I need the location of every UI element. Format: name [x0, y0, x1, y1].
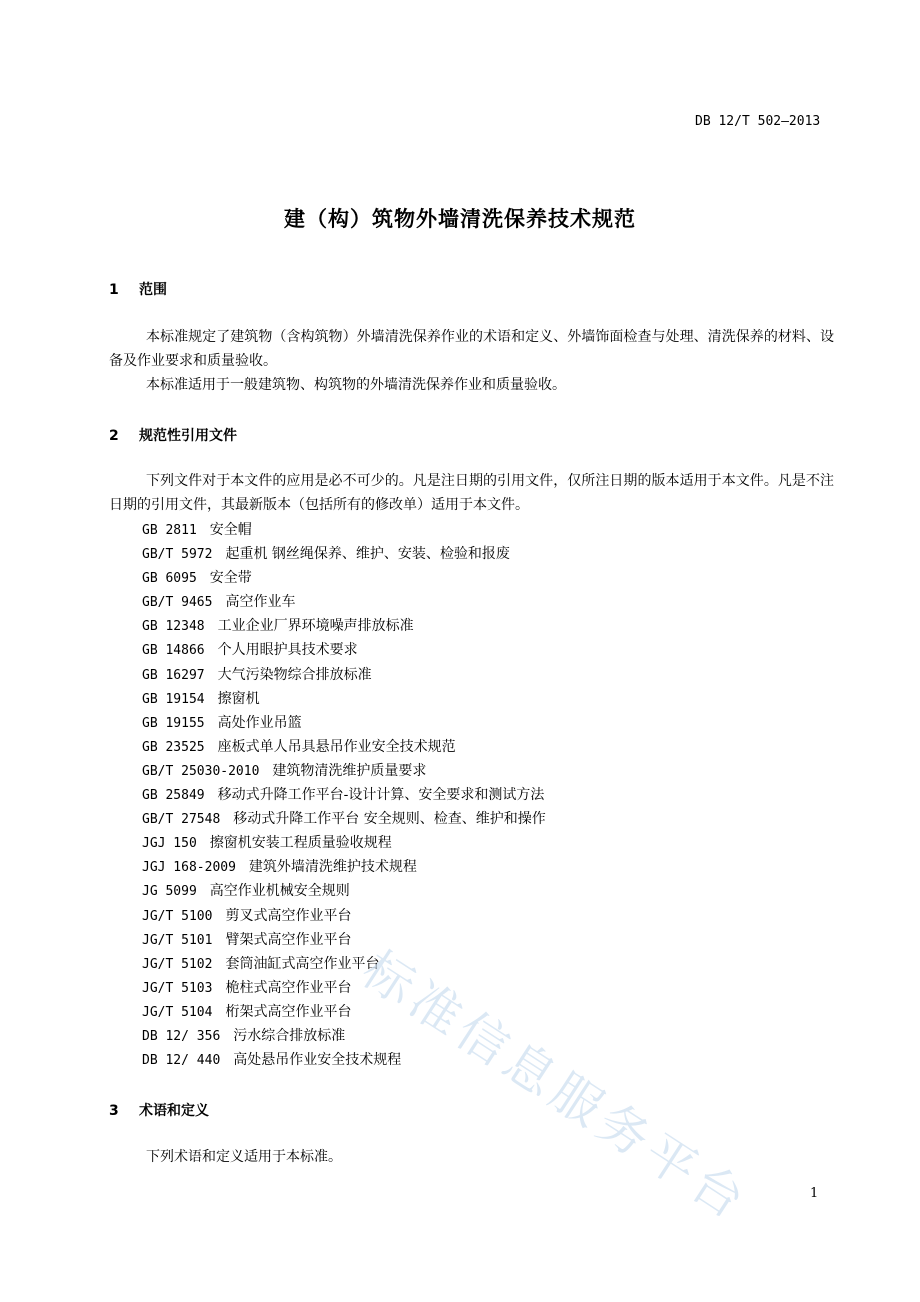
reference-title: 剪叉式高空作业平台 [225, 907, 352, 924]
reference-title: 高空作业机械安全规则 [209, 883, 350, 900]
reference-item [142, 952, 546, 976]
reference-code: JG/T 5101 [142, 932, 213, 948]
reference-code: GB 6095 [142, 571, 197, 587]
reference-code: GB/T 5972 [142, 547, 213, 563]
reference-title: 个人用眼护具技术要求 [217, 642, 358, 659]
section-1-paragraph-1: 本标准规定了建筑物（含构筑物）外墙清洗保养作业的术语和定义、外墙饰面检查与处理、清洗保养的材料、设备及作业要求和质量验收。 [109, 329, 834, 369]
reference-title: 工业企业厂界环境噪声排放标准 [217, 618, 414, 635]
reference-title: 移动式升降工作平台-设计计算、安全要求和测试方法 [217, 787, 545, 804]
reference-code: GB 23525 [142, 739, 205, 755]
reference-title: 高处悬吊作业安全技术规程 [233, 1052, 402, 1069]
reference-code: JG 5099 [142, 884, 197, 900]
reference-item [142, 1024, 546, 1048]
reference-item [142, 879, 546, 903]
reference-item [142, 518, 546, 542]
reference-item [142, 759, 546, 783]
reference-title: 臂架式高空作业平台 [225, 931, 352, 948]
reference-item [142, 928, 546, 952]
reference-item [142, 638, 546, 662]
reference-item [142, 663, 546, 687]
reference-item [142, 1000, 546, 1024]
reference-title: 座板式单人吊具悬吊作业安全技术规范 [217, 738, 456, 755]
reference-code: JG/T 5104 [142, 1004, 213, 1020]
document-title: 建（构）筑物外墙清洗保养技术规范 [284, 207, 636, 231]
reference-title: 套筒油缸式高空作业平台 [225, 955, 380, 972]
section-3-heading [109, 1100, 209, 1120]
reference-code: GB/T 27548 [142, 812, 221, 828]
reference-item [142, 614, 546, 638]
reference-item [142, 807, 546, 831]
reference-item [142, 904, 546, 928]
section-title: 范围 [139, 282, 167, 298]
section-title: 术语和定义 [139, 1103, 209, 1119]
reference-code: GB 25849 [142, 788, 205, 804]
reference-code: DB 12/ 356 [142, 1028, 221, 1044]
reference-title: 污水综合排放标准 [233, 1027, 346, 1044]
section-number: 1 [109, 282, 119, 298]
section-1-paragraph-2: 本标准适用于一般建筑物、构筑物的外墙清洗保养作业和质量验收。 [146, 377, 566, 393]
reference-code: GB/T 9465 [142, 595, 213, 611]
reference-item [142, 711, 546, 735]
reference-item [142, 783, 546, 807]
reference-item [142, 831, 546, 855]
section-number: 2 [109, 428, 119, 444]
reference-title: 桁架式高空作业平台 [225, 1003, 352, 1020]
reference-code: GB 14866 [142, 643, 205, 659]
reference-title: 擦窗机安装工程质量验收规程 [209, 835, 392, 852]
reference-title: 高空作业车 [225, 594, 296, 611]
section-3-paragraph-1: 下列术语和定义适用于本标准。 [146, 1149, 342, 1165]
normative-references-list [142, 518, 546, 1072]
reference-code: JG/T 5102 [142, 956, 213, 972]
watermark: 标准信息服务平台 [352, 940, 760, 1233]
reference-item [142, 735, 546, 759]
reference-code: JG/T 5103 [142, 980, 213, 996]
reference-code: GB 2811 [142, 523, 197, 538]
reference-item [142, 566, 546, 590]
reference-title: 擦窗机 [217, 690, 260, 707]
reference-title: 大气污染物综合排放标准 [217, 666, 372, 683]
section-2-heading [109, 425, 237, 445]
reference-title: 移动式升降工作平台 安全规则、检查、维护和操作 [233, 811, 546, 828]
reference-code: GB 16297 [142, 667, 205, 683]
reference-code: JG/T 5100 [142, 908, 213, 924]
reference-title: 起重机 钢丝绳保养、维护、安装、检验和报废 [225, 546, 510, 563]
reference-code: GB/T 25030-2010 [142, 763, 260, 779]
section-title: 规范性引用文件 [139, 428, 237, 444]
reference-code: DB 12/ 440 [142, 1053, 221, 1069]
reference-item [142, 687, 546, 711]
reference-title: 建筑物清洗维护质量要求 [272, 762, 427, 779]
reference-code: JGJ 150 [142, 836, 197, 852]
reference-title: 桅柱式高空作业平台 [225, 979, 352, 996]
page-number: 1 [810, 1186, 819, 1201]
reference-title: 安全带 [209, 570, 252, 587]
reference-title: 建筑外墙清洗维护技术规程 [248, 859, 417, 876]
section-1-heading [109, 279, 167, 299]
section-number: 3 [109, 1103, 119, 1119]
reference-title: 安全帽 [209, 522, 252, 538]
reference-item [142, 542, 546, 566]
reference-title: 高处作业吊篮 [217, 714, 302, 731]
reference-item [142, 855, 546, 879]
section-2-paragraph-1: 下列文件对于本文件的应用是必不可少的。凡是注日期的引用文件，仅所注日期的版本适用于本文件。凡是不注日期的引用文件，其最新版本（包括所有的修改单）适用于本文件。 [109, 473, 834, 513]
reference-item [142, 590, 546, 614]
reference-code: GB 12348 [142, 619, 205, 635]
reference-code: GB 19155 [142, 715, 205, 731]
reference-item [142, 1048, 546, 1072]
reference-code: JGJ 168-2009 [142, 860, 236, 876]
reference-item [142, 976, 546, 1000]
reference-code: GB 19154 [142, 691, 205, 707]
document-number: DB 12/T 502—2013 [695, 114, 821, 129]
